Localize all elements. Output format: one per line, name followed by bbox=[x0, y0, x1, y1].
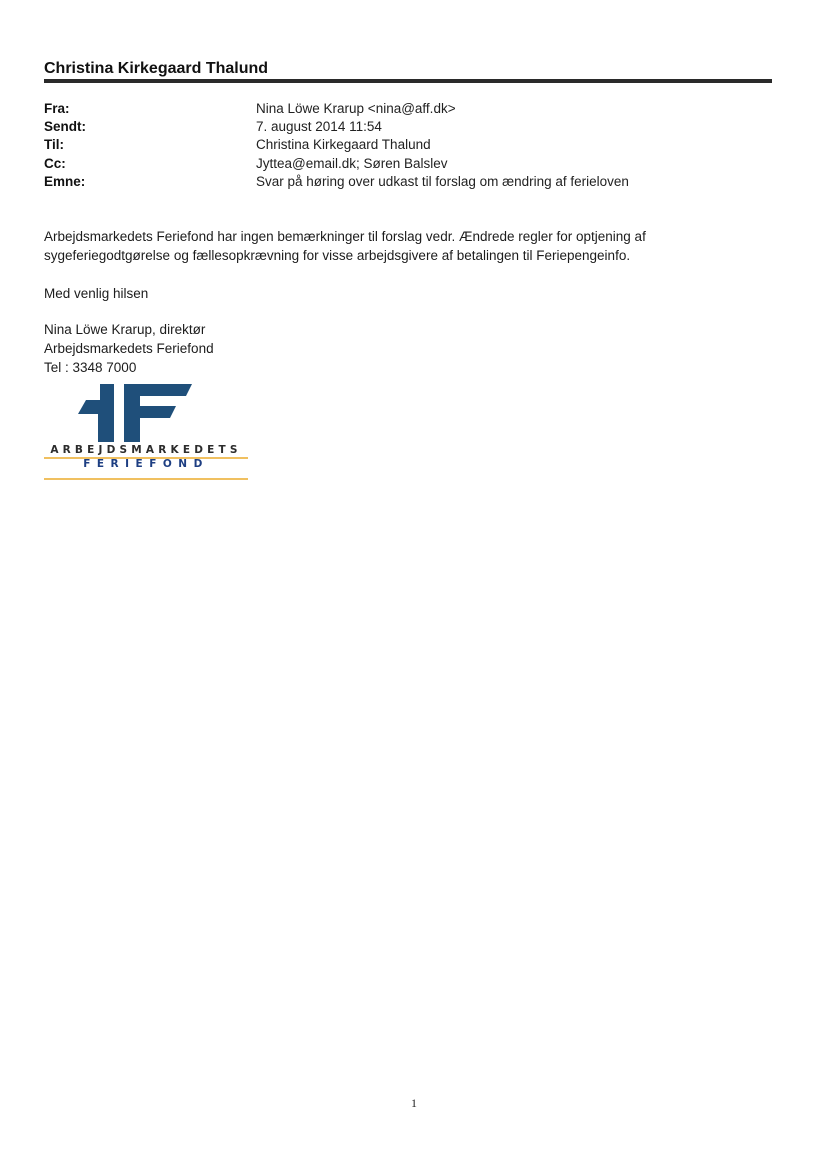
header-row-cc bbox=[44, 155, 772, 173]
header-label-to: Til: bbox=[44, 137, 64, 153]
logo-text-arbejdsmarkedets: ARBEJDSMARKEDETS bbox=[50, 444, 242, 456]
company-logo bbox=[44, 384, 250, 482]
header-value-cc: Jyttea@email.dk; Søren Balslev bbox=[256, 155, 448, 171]
header-label-subject: Emne: bbox=[44, 173, 86, 189]
signature-phone: Tel : 3348 7000 bbox=[44, 360, 137, 375]
header-value-sent: 7. august 2014 11:54 bbox=[256, 119, 382, 135]
header-value-to: Christina Kirkegaard Thalund bbox=[256, 137, 431, 153]
header-row-sent bbox=[44, 118, 772, 136]
header-label-cc: Cc: bbox=[44, 155, 66, 171]
title-divider bbox=[44, 79, 772, 83]
logo-mark-icon bbox=[78, 384, 194, 442]
header-label-sent: Sendt: bbox=[44, 119, 86, 135]
header-value-subject: Svar på høring over udkast til forslag om ændring af ferieloven bbox=[256, 173, 629, 189]
page-number: 1 bbox=[411, 1096, 417, 1110]
email-signature bbox=[44, 320, 214, 377]
header-value-from: Nina Löwe Krarup <nina@aff.dk> bbox=[256, 101, 456, 116]
signature-organization: Arbejdsmarkedets Feriefond bbox=[44, 341, 214, 356]
signature-name-title: Nina Löwe Krarup, direktør bbox=[44, 322, 206, 337]
header-row-from bbox=[44, 100, 772, 118]
email-headers bbox=[44, 100, 772, 191]
header-row-to bbox=[44, 136, 772, 154]
header-row-subject bbox=[44, 173, 772, 191]
document-title: Christina Kirkegaard Thalund bbox=[44, 60, 269, 77]
logo-text-feriefond: FERIEFOND bbox=[83, 458, 209, 470]
email-body-paragraph: Arbejdsmarkedets Feriefond har ingen bemærkninger til forslag vedr. Ændrede regler for optjening af sygeferiegodtgørelse og fællesopkrævning for visse arbejdsgivere af betalingen til Feriepengeinfo. bbox=[44, 229, 646, 263]
email-greeting: Med venlig hilsen bbox=[44, 286, 149, 301]
logo-underline bbox=[44, 478, 248, 480]
header-label-from: Fra: bbox=[44, 101, 70, 116]
